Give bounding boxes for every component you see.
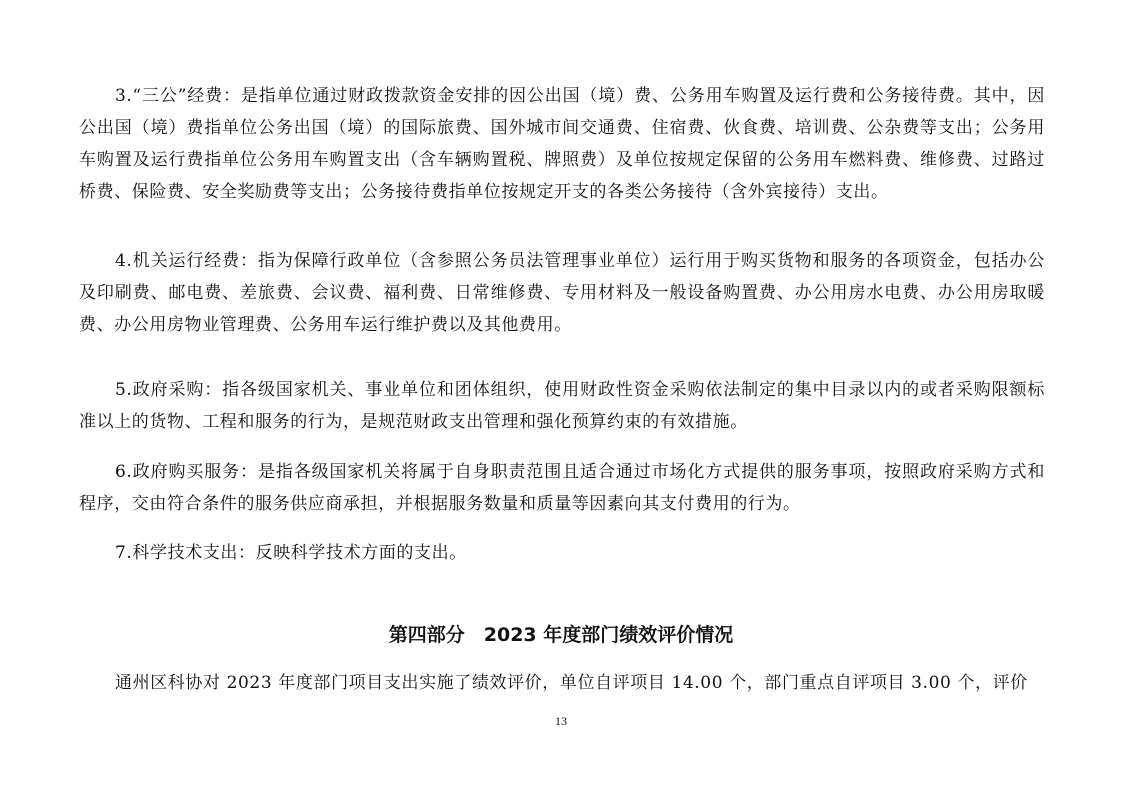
paragraph-government-purchased-services: 6.政府购买服务：是指各级国家机关将属于自身职责范围且适合通过市场化方式提供的服务事项，按照政府采购方式和程序，交由符合条件的服务供应商承担，并根据服务数量和质量等因素向其支付费用的行为。: [79, 462, 1045, 514]
section-intro-paragraph: 通州区科协对 2023 年度部门项目支出实施了绩效评价，单位自评项目 14.00 个，部门重点自评项目 3.00 个，评价: [115, 673, 1028, 693]
section-heading: 第四部分 2023 年度部门绩效评价情况: [388, 624, 734, 646]
page-number: 13: [555, 714, 567, 728]
paragraph-sangong-funds: 3.“三公”经费：是指单位通过财政拨款资金安排的因公出国（境）费、公务用车购置及运行费和公务接待费。其中，因公出国（境）费指单位公务出国（境）的国际旅费、国外城市间交通费、住宿费、伙食费、培训费、公杂费等支出；公务用车购置及运行费指单位公务用车购置支出（含车辆购置税、牌照费）及单位按规定保留的公务用车燃料费、维修费、过路过桥费、保险费、安全奖励费等支出；公务接待费指单位按规定开支的各类公务接待（含外宾接待）支出。: [79, 86, 1045, 202]
paragraph-science-tech-expenditure: 7.科学技术支出：反映科学技术方面的支出。: [115, 543, 467, 563]
paragraph-government-procurement: 5.政府采购：指各级国家机关、事业单位和团体组织，使用财政性资金采购依法制定的集中目录以内的或者采购限额标准以上的货物、工程和服务的行为，是规范财政支出管理和强化预算约束的有效措施。: [79, 380, 1045, 432]
paragraph-operating-funds: 4.机关运行经费：指为保障行政单位（含参照公务员法管理事业单位）运行用于购买货物和服务的各项资金，包括办公及印刷费、邮电费、差旅费、会议费、福利费、日常维修费、专用材料及一般设备购置费、办公用房水电费、办公用房取暖费、办公用房物业管理费、公务用车运行维护费以及其他费用。: [79, 251, 1045, 335]
